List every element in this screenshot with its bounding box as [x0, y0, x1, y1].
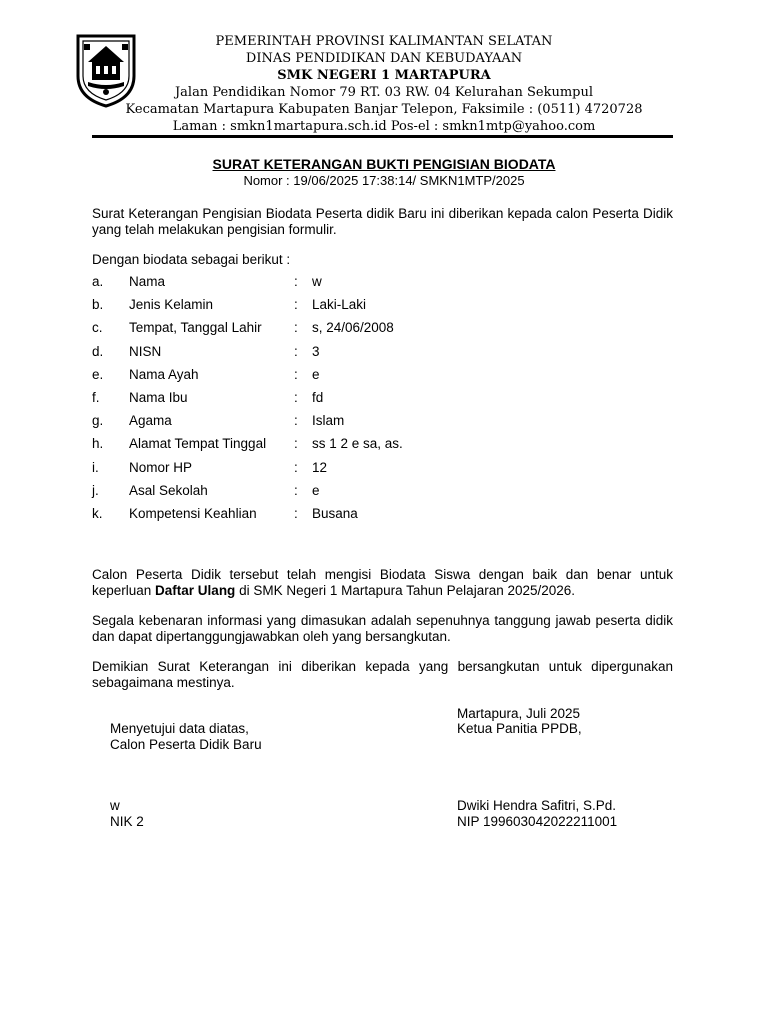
confirmation-text-bold: Daftar Ulang	[155, 582, 236, 598]
biodata-letter: j.	[92, 482, 99, 498]
responsibility-paragraph: Segala kebenaran informasi yang dimasukan adalah sepenuhnya tanggung jawab peserta didik dan dapat dipertanggungjawabkan oleh yang bersangkutan.	[92, 613, 673, 644]
biodata-colon: :	[294, 366, 298, 382]
biodata-label: Nomor HP	[129, 459, 193, 475]
biodata-label: Asal Sekolah	[129, 482, 208, 498]
school-name: SMK NEGERI 1 MARTAPURA	[277, 68, 491, 83]
government-name: PEMERINTAH PROVINSI KALIMANTAN SELATAN	[215, 34, 553, 49]
biodata-colon: :	[294, 436, 298, 452]
biodata-colon: :	[294, 506, 298, 521]
biodata-letter: i.	[92, 459, 99, 475]
intro-paragraph: Surat Keterangan Pengisian Biodata Peserta didik Baru ini diberikan kepada calon Peserta Didik yang telah melakukan pengisian formulir.	[92, 206, 673, 237]
approval-label: Menyetujui data diatas,	[110, 721, 249, 736]
biodata-row	[92, 344, 673, 362]
biodata-label: Alamat Tempat Tinggal	[129, 436, 267, 452]
biodata-label: Agama	[129, 413, 172, 429]
document-number: Nomor : 19/06/2025 17:38:14/ SMKN1MTP/2025	[243, 173, 525, 188]
place-date: Martapura, Juli 2025	[457, 706, 581, 721]
biodata-colon: :	[294, 320, 298, 336]
biodata-letter: c.	[92, 320, 103, 336]
letterhead-text	[120, 33, 648, 135]
biodata-row	[92, 413, 673, 431]
biodata-value: e	[312, 366, 320, 382]
school-contact: Laman : smkn1martapura.sch.id Pos-el : smkn1mtp@yahoo.com	[172, 119, 596, 134]
candidate-label: Calon Peserta Didik Baru	[110, 737, 262, 752]
biodata-colon: :	[294, 413, 298, 429]
biodata-value: 12	[312, 459, 328, 475]
biodata-label: Nama	[129, 274, 166, 289]
biodata-colon: :	[294, 390, 298, 405]
biodata-colon: :	[294, 297, 298, 313]
biodata-row	[92, 390, 673, 408]
biodata-value: Laki-Laki	[312, 297, 367, 313]
biodata-label: Kompetensi Keahlian	[129, 506, 257, 521]
school-address: Jalan Pendidikan Nomor 79 RT. 03 RW. 04 Kelurahan Sekumpul	[174, 85, 594, 100]
biodata-colon: :	[294, 343, 298, 359]
biodata-letter: a.	[92, 274, 104, 289]
biodata-label: Nama Ibu	[129, 390, 188, 405]
document-title: SURAT KETERANGAN BUKTI PENGISIAN BIODATA	[212, 156, 556, 172]
biodata-row	[92, 460, 673, 478]
biodata-letter: b.	[92, 297, 104, 313]
biodata-value: ss 1 2 e sa, as.	[312, 436, 403, 452]
biodata-label: Jenis Kelamin	[129, 297, 214, 313]
letterhead	[0, 0, 768, 140]
biodata-row	[92, 367, 673, 385]
biodata-intro: Dengan biodata sebagai berikut :	[92, 252, 291, 267]
committee-nip: NIP 199603042022211001	[457, 814, 618, 829]
candidate-name: w	[110, 798, 120, 813]
confirmation-text-before: Calon Peserta Didik tersebut telah mengisi Biodata Siswa dengan baik dan benar untuk keperluan	[92, 567, 673, 598]
biodata-letter: e.	[92, 366, 104, 382]
biodata-row	[92, 436, 673, 454]
biodata-colon: :	[294, 274, 298, 289]
header-divider	[92, 135, 673, 138]
biodata-letter: d.	[92, 343, 104, 359]
biodata-row	[92, 297, 673, 315]
biodata-colon: :	[294, 482, 298, 498]
biodata-letter: k.	[92, 506, 103, 521]
biodata-colon: :	[294, 459, 298, 475]
biodata-label: Nama Ayah	[129, 366, 199, 382]
biodata-row	[92, 274, 673, 292]
biodata-value: e	[312, 482, 320, 498]
biodata-row	[92, 506, 673, 524]
confirmation-paragraph	[92, 567, 673, 598]
biodata-value: fd	[312, 390, 324, 405]
biodata-value: Busana	[312, 506, 358, 521]
biodata-label: Tempat, Tanggal Lahir	[129, 320, 262, 336]
biodata-label: NISN	[129, 343, 162, 359]
biodata-value: 3	[312, 343, 320, 359]
closing-paragraph: Demikian Surat Keterangan ini diberikan kepada yang bersangkutan untuk dipergunakan sebagaimana mestinya.	[92, 659, 673, 690]
biodata-value: w	[312, 274, 322, 289]
committee-role: Ketua Panitia PPDB,	[457, 721, 582, 736]
biodata-row	[92, 483, 673, 501]
department-name: DINAS PENDIDIKAN DAN KEBUDAYAAN	[245, 51, 523, 66]
candidate-nik: NIK 2	[110, 814, 144, 829]
biodata-row	[92, 320, 673, 338]
school-address-phone: Kecamatan Martapura Kabupaten Banjar Telepon, Faksimile : (0511) 4720728	[125, 102, 643, 117]
biodata-letter: h.	[92, 436, 104, 452]
biodata-value: Islam	[312, 413, 345, 429]
biodata-letter: f.	[92, 390, 100, 405]
biodata-value: s, 24/06/2008	[312, 320, 394, 336]
biodata-letter: g.	[92, 413, 104, 429]
committee-name: Dwiki Hendra Safitri, S.Pd.	[457, 798, 617, 813]
confirmation-text-after: di SMK Negeri 1 Martapura Tahun Pelajaran 2025/2026.	[235, 582, 576, 598]
